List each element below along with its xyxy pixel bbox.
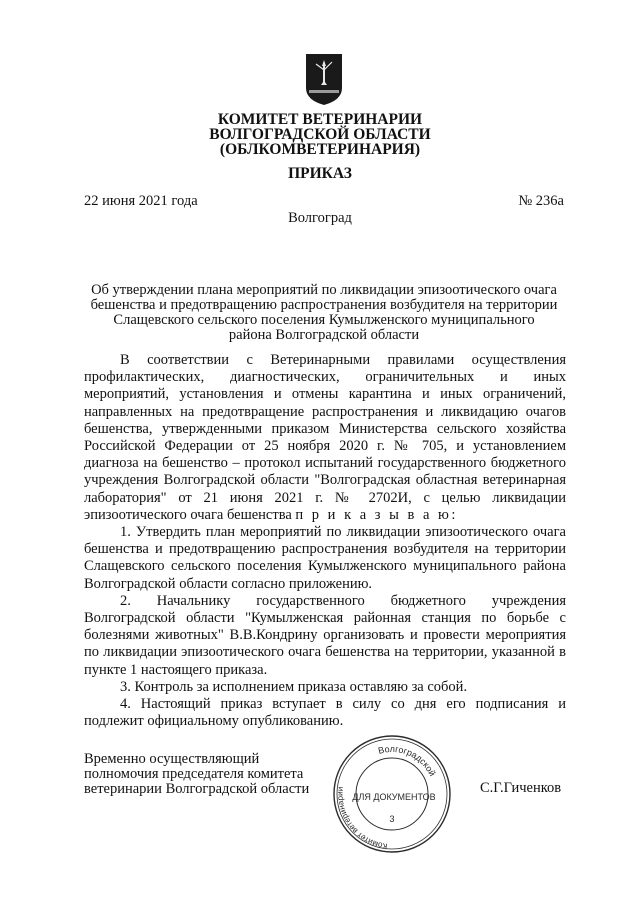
document-type: ПРИКАЗ bbox=[288, 165, 352, 182]
subject-line: района Волгоградской области bbox=[228, 327, 420, 343]
preamble-paragraph bbox=[84, 352, 566, 524]
document-city: Волгоград bbox=[288, 210, 352, 226]
signatory-position bbox=[84, 752, 309, 797]
document-date: 22 июня 2021 года bbox=[84, 193, 198, 209]
stamp-top-text: Волгоградской bbox=[377, 743, 438, 778]
order-item-4: 4. Настоящий приказ вступает в силу со дня его подписания и подлежит официальному опубликованию. bbox=[84, 696, 566, 730]
order-item-2: 2. Начальнику государственного бюджетного учреждения Волгоградской области "Кумылженская районная станция по борьбе с болезнями животных" В.В.Кондрину организовать и провести мероприятия по ликвидации эпизоотического очага бешенства на территории, указанной в пункте 1 настоящего приказа. bbox=[84, 592, 566, 678]
official-stamp bbox=[330, 732, 454, 856]
org-name-line2: ВОЛГОГРАДСКОЙ ОБЛАСТИ bbox=[209, 126, 431, 143]
position-line: ветеринарии Волгоградской области bbox=[84, 781, 310, 797]
subject-line: Слащевского сельского поселения Кумылженского муниципального bbox=[113, 312, 535, 328]
preamble-text: В соответствии с Ветеринарными правилами осуществления профилактических, диагностических, ограничительных и иных мероприятий, установления и отмены карантина и иных ограничений, направленных на предотвращение распространения и ликвидацию очагов бешенства, утвержденными приказом Министерства сельского хозяйства Российской Федерации от 25 ноября 2020 г. № 705, и установлением диагноза на бешенство – протокол испытаний государственного бюджетного учреждения Волгоградской области "Волгоградская областная ветеринарная лаборатория" от 21 июня 2021 г. № 2702И, с целью ликвидации эпизоотического очага бешенства bbox=[84, 352, 566, 523]
position-line: Временно осуществляющий bbox=[84, 751, 260, 767]
stamp-number: 3 bbox=[389, 814, 395, 824]
position-line: полномочия председателя комитета bbox=[84, 766, 304, 782]
org-name-line1: КОМИТЕТ ВЕТЕРИНАРИИ bbox=[217, 111, 423, 128]
document-subject bbox=[84, 283, 564, 343]
subject-line: бешенства и предотвращению распространения возбудителя на территории bbox=[90, 297, 558, 313]
org-name-abbr: (ОБЛКОМВЕТЕРИНАРИЯ) bbox=[219, 141, 421, 158]
signatory-name: С.Г.Гиченков bbox=[480, 780, 562, 796]
stamp-center-text: ДЛЯ ДОКУМЕНТОВ bbox=[352, 792, 436, 802]
order-item-1: 1. Утвердить план мероприятий по ликвидации эпизоотического очага бешенства и предотвращению распространения возбудителя на территории Слащевского сельского поселения Кумылженского муниципального района Волгоградской области согласно приложению. bbox=[84, 524, 566, 592]
order-word: п р и к а з ы в а ю: bbox=[295, 506, 458, 523]
coat-of-arms-icon bbox=[304, 52, 344, 106]
document-body bbox=[84, 352, 566, 730]
document-number: № 236а bbox=[518, 193, 564, 209]
subject-line: Об утверждении плана мероприятий по ликвидации эпизоотического очага bbox=[91, 282, 557, 298]
order-item-3: 3. Контроль за исполнением приказа оставляю за собой. bbox=[120, 678, 468, 695]
stamp-left-text: Комитет ветеринарии bbox=[335, 786, 388, 851]
